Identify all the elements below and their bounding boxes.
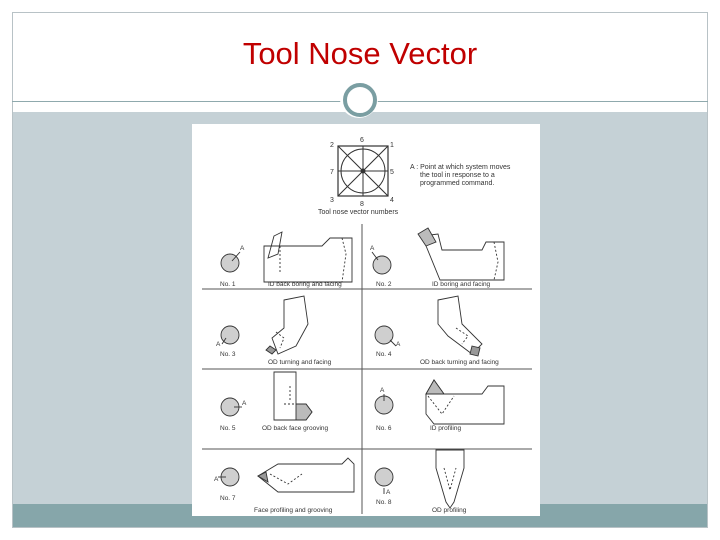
vector-number-2: 2 xyxy=(330,142,334,149)
vector-number-1: 1 xyxy=(390,142,394,149)
panel-4-caption: OD back turning and facing xyxy=(420,359,499,366)
medallion-ring-icon xyxy=(343,83,377,117)
vector-number-4: 4 xyxy=(390,197,394,204)
slide-title: Tool Nose Vector xyxy=(242,36,478,71)
note-line-2: the tool in response to a xyxy=(420,172,495,179)
panel-6-point-label: A xyxy=(380,387,385,394)
panel-no-4 xyxy=(375,296,482,356)
panel-no-1 xyxy=(221,232,352,282)
panel-8-number: No. 8 xyxy=(376,499,392,506)
panel-no-6 xyxy=(375,380,504,424)
vector-number-7: 7 xyxy=(330,169,334,176)
note-line-3: programmed command. xyxy=(420,180,495,187)
panel-1-point-label: A xyxy=(240,245,245,252)
panel-3-point-label: A xyxy=(216,341,221,348)
panel-no-2 xyxy=(372,228,504,280)
panel-7-number: No. 7 xyxy=(220,495,236,502)
panel-4-point-label: A xyxy=(396,341,401,348)
tool-nose-vector-figure xyxy=(192,124,540,516)
panel-5-point-label: A xyxy=(242,400,247,407)
panel-7-point-label: A xyxy=(214,476,219,483)
panel-8-caption: OD profiling xyxy=(432,507,467,514)
vector-diagram-caption: Tool nose vector numbers xyxy=(318,209,399,216)
panel-no-7 xyxy=(218,458,354,492)
panel-6-caption: ID profiling xyxy=(430,425,462,432)
panel-6-number: No. 6 xyxy=(376,425,392,432)
panel-5-number: No. 5 xyxy=(220,425,236,432)
panel-8-point-label: A xyxy=(386,489,391,496)
vector-number-5: 5 xyxy=(390,169,394,176)
panel-2-number: No. 2 xyxy=(376,281,392,288)
panel-7-caption: Face profiling and grooving xyxy=(254,507,333,514)
panel-2-caption: ID boring and facing xyxy=(432,281,491,288)
panel-1-number: No. 1 xyxy=(220,281,236,288)
vector-number-8: 8 xyxy=(360,201,364,208)
panel-2-point-label: A xyxy=(370,245,375,252)
note-line-1: A : Point at which system moves xyxy=(410,164,511,171)
vector-number-8-top: 6 xyxy=(360,137,364,144)
figure-drawing xyxy=(192,124,540,516)
panel-no-5 xyxy=(221,372,312,420)
panel-no-3 xyxy=(221,296,308,354)
panel-1-caption: ID back boring and facing xyxy=(268,281,342,288)
panel-grid xyxy=(202,224,532,514)
panel-4-number: No. 4 xyxy=(376,351,392,358)
panel-5-caption: OD back face grooving xyxy=(262,425,329,432)
vector-number-3: 3 xyxy=(330,197,334,204)
panel-3-caption: OD turning and facing xyxy=(268,359,332,366)
vector-diagram xyxy=(338,146,388,196)
panel-3-number: No. 3 xyxy=(220,351,236,358)
